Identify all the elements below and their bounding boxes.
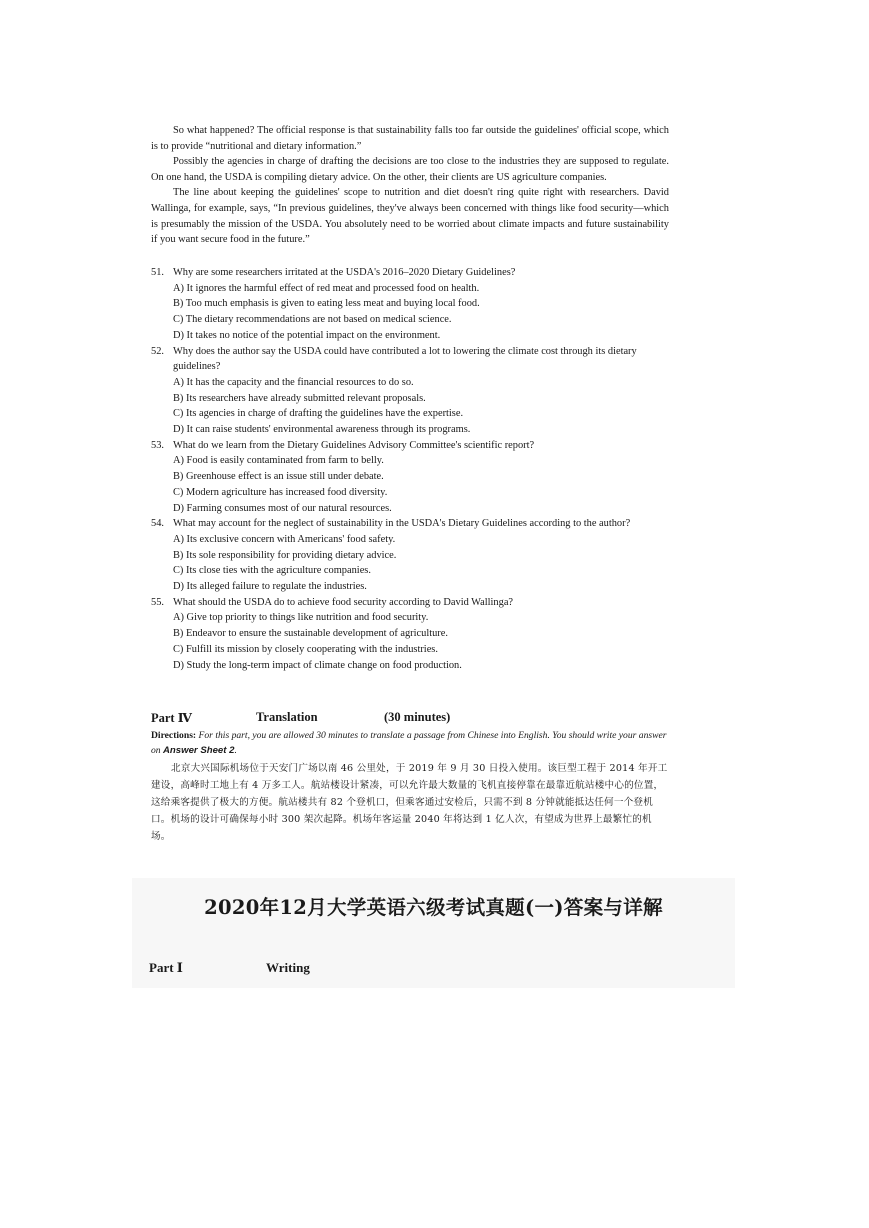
chinese-passage: 北京大兴国际机场位于天安门广场以南 46 公里处，于 2019 年 9 月 30 日投入使用。该巨型工程于 2014 年开工建设，高峰时工地上有 4 万多工人。航站楼设计紧凑，可以允许最大数量的飞机直接停靠在最靠近航站楼中心的位置，这给乘客提供了极大的方便。航站楼共有 82 个登机口，但乘客通过安检后，只需不到 8 分钟就能抵达任何一个登机口。机场的设计可确保每小时 300 架次起降。机场年客运量 2040 年将达到 1 亿人次，有望成为世界上最繁忙的机场。: [151, 763, 668, 842]
question-stem: Why are some researchers irritated at the USDA's 2016–2020 Dietary Guidelines?: [173, 267, 516, 278]
passage-paragraph: The line about keeping the guidelines' scope to nutrition and diet doesn't ring quite right with researchers. David Wallinga, for example, says, “In previous guidelines, they've always been concerned with things like food security—which is presumably the mission of the USDA. You absolutely need to be worried about climate impacts and future sustainability if you want secure food in the future.”: [151, 187, 669, 246]
question-stem: What should the USDA do to achieve food security according to David Wallinga?: [173, 596, 514, 608]
option-c: C) Its close ties with the agriculture companies.: [173, 565, 371, 577]
question-51: [151, 265, 669, 344]
question-52: [151, 344, 669, 438]
answer-title: 2020年12月大学英语六级考试真题(一)答案与详解: [204, 896, 663, 919]
question-number: 51.: [151, 267, 164, 278]
option-d: D) Farming consumes most of our natural resources.: [173, 502, 392, 514]
directions-end: .: [234, 745, 237, 756]
part-time: (30 minutes): [384, 710, 451, 724]
writing-heading: [149, 960, 310, 976]
section-heading: [151, 710, 669, 726]
question-number: 53.: [151, 439, 164, 451]
option-c: C) The dietary recommendations are not based on medical science.: [173, 314, 452, 326]
option-a: A) Food is easily contaminated from farm to belly.: [173, 455, 384, 467]
option-b: B) Its researchers have already submitted relevant proposals.: [173, 392, 426, 404]
option-a: A) It has the capacity and the financial resources to do so.: [173, 376, 414, 388]
option-d: D) It can raise students' environmental awareness through its programs.: [173, 424, 471, 436]
question-number: 54.: [151, 518, 164, 530]
passage-paragraph: So what happened? The official response is that sustainability falls too far outside the guidelines' official scope, which is to provide “nutritional and dietary information.”: [151, 125, 669, 152]
question-list: [151, 265, 669, 673]
option-b: B) Endeavor to ensure the sustainable development of agriculture.: [173, 628, 448, 640]
reading-passage: [151, 123, 669, 248]
option-b: B) Greenhouse effect is an issue still under debate.: [173, 471, 384, 483]
option-b: B) Its sole responsibility for providing dietary advice.: [173, 549, 397, 561]
option-c: C) Its agencies in charge of drafting the guidelines have the expertise.: [173, 408, 464, 420]
option-a: A) Its exclusive concern with Americans' food safety.: [173, 533, 396, 545]
question-stem: What may account for the neglect of sustainability in the USDA's Dietary Guidelines according to the author?: [173, 518, 631, 530]
question-number: 52.: [151, 345, 164, 357]
answer-section: [132, 878, 735, 988]
option-d: D) Study the long-term impact of climate change on food production.: [173, 659, 462, 671]
question-stem: What do we learn from the Dietary Guidelines Advisory Committee's scientific report?: [173, 439, 535, 451]
part-title: Translation: [256, 710, 318, 724]
passage-paragraph: Possibly the agencies in charge of drafting the decisions are too close to the industries they are supposed to regulate. On one hand, the USDA is compiling dietary advice. On the other, their clients are US agriculture companies.: [151, 156, 669, 183]
option-c: C) Fulfill its mission by closely cooperating with the industries.: [173, 643, 438, 655]
question-54: [151, 516, 669, 595]
answer-sheet-label: Answer Sheet 2: [163, 745, 235, 756]
option-a: A) It ignores the harmful effect of red meat and processed food on health.: [173, 282, 480, 294]
directions-label: Directions:: [151, 730, 197, 741]
translation-section: [151, 710, 669, 845]
question-53: [151, 438, 669, 517]
part-number: Part Ⅰ: [149, 960, 183, 975]
option-c: C) Modern agriculture has increased food diversity.: [173, 486, 388, 498]
option-b: B) Too much emphasis is given to eating less meat and buying local food.: [173, 298, 480, 310]
part-title: Writing: [266, 960, 310, 975]
directions: [151, 728, 669, 758]
option-a: A) Give top priority to things like nutrition and food security.: [173, 612, 429, 624]
option-d: D) It takes no notice of the potential impact on the environment.: [173, 329, 441, 341]
directions-text: For this part, you are allowed 30 minutes to translate a passage from Chinese into English. You should write your answer on: [151, 730, 667, 756]
option-d: D) Its alleged failure to regulate the industries.: [173, 581, 367, 593]
question-55: [151, 595, 669, 674]
part-number: Part Ⅳ: [151, 711, 192, 725]
question-stem: Why does the author say the USDA could have contributed a lot to lowering the climate cost through its dietary guidelines?: [173, 345, 637, 373]
question-number: 55.: [151, 596, 164, 608]
